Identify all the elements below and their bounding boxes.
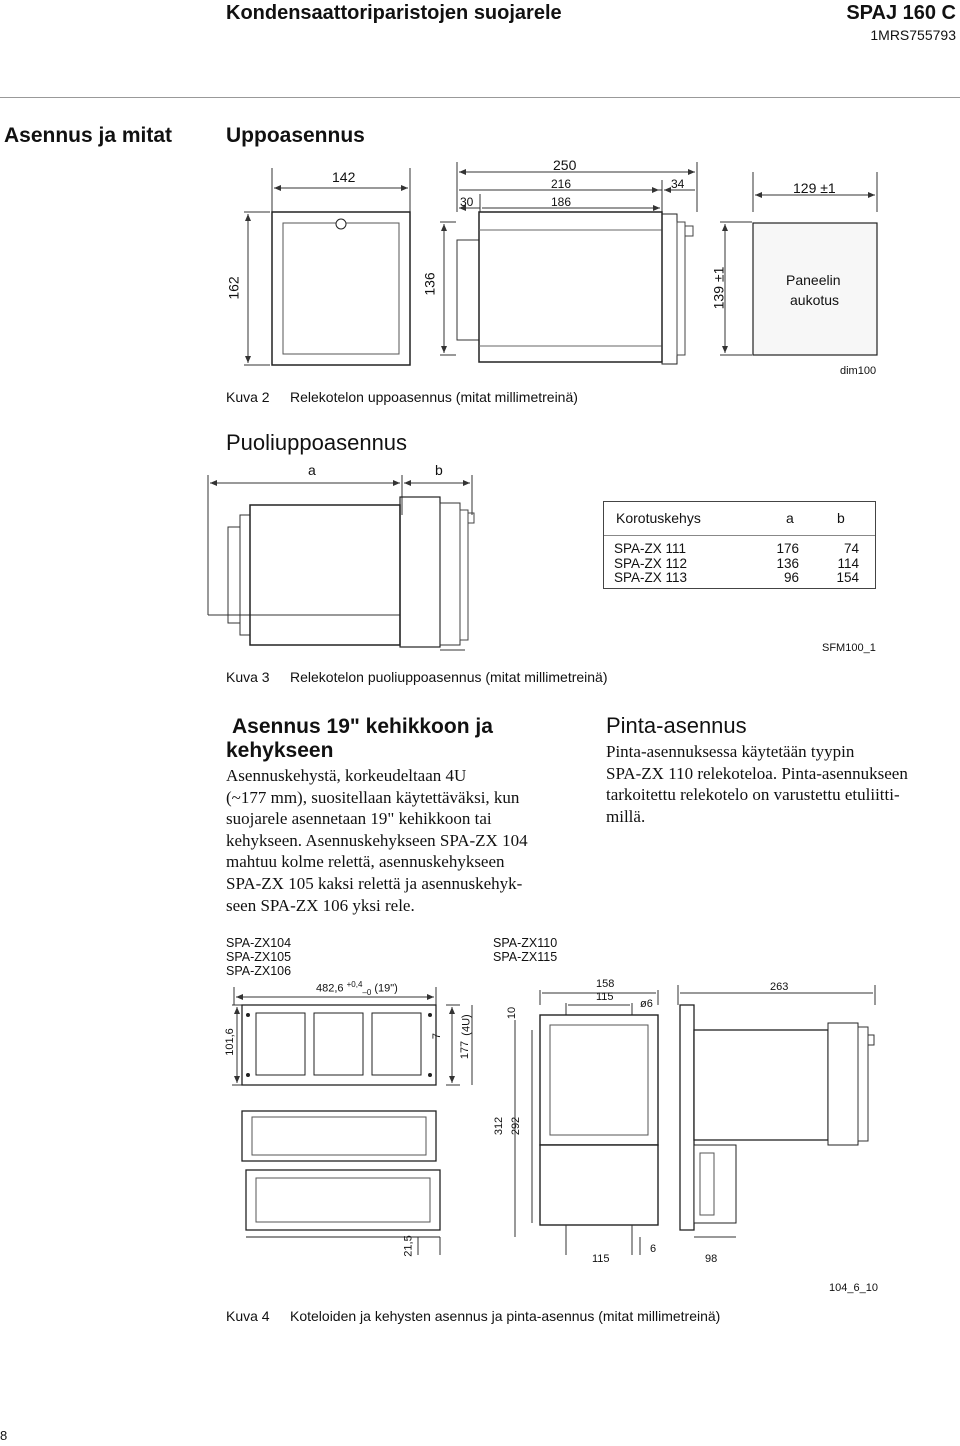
figure3-caption: Relekotelon puoliuppoasennus (mitat millimetreinä)	[290, 669, 608, 685]
rack-paragraph	[226, 765, 586, 916]
dim-292: 292	[510, 1116, 523, 1136]
document-title: Kondensaattoriparistojen suojarele	[226, 2, 562, 24]
table-header-a: a	[786, 510, 794, 526]
tol-plus: +0,4	[346, 980, 363, 989]
table-col-a	[764, 542, 799, 586]
table-cell: SPA-ZX 111	[614, 541, 687, 556]
table-cell: 74	[843, 541, 859, 556]
dim-1016: 101,6	[223, 1028, 236, 1056]
model-label: SPA-ZX105	[226, 950, 292, 964]
figure4-caption: Koteloiden ja kehysten asennus ja pinta-asennus (mitat millimetreinä)	[290, 1308, 721, 1324]
dim-263: 263	[770, 981, 789, 993]
surface-models	[493, 936, 557, 964]
dim-4u: (4U)	[460, 1014, 473, 1036]
frame-table	[603, 501, 876, 589]
model-label: SPA-ZX115	[493, 950, 558, 964]
rack-line: kehykseen. Asennuskehykseen SPA-ZX 104	[226, 830, 528, 850]
header-divider	[0, 97, 960, 98]
surface-line: millä.	[606, 806, 646, 826]
table-cell: 114	[837, 555, 859, 571]
table-cell: 136	[776, 555, 799, 571]
surface-line: Pinta-asennuksessa käytetään tyypin	[606, 742, 855, 761]
dim-142: 142	[332, 169, 356, 185]
dim-312: 312	[493, 1116, 506, 1136]
dim-139: 139 ±1	[710, 266, 727, 310]
dim-a: a	[308, 462, 316, 478]
rack-models	[226, 936, 291, 978]
dim-158: 158	[596, 978, 615, 990]
dim-6: 6	[650, 1243, 657, 1255]
dim-tol-plus	[316, 980, 398, 997]
table-header-b: b	[837, 510, 845, 526]
rack-line: Asennuskehystä, korkeudeltaan 4U	[226, 766, 467, 785]
table-cell: 96	[783, 570, 799, 585]
dim-98: 98	[705, 1253, 718, 1265]
tol-minus: –0	[362, 987, 372, 997]
rack-heading-line1: Asennus 19" kehikkoon ja	[232, 715, 493, 738]
model-label: SPA-ZX106	[226, 964, 292, 978]
rack-line: seen SPA-ZX 106 yksi rele.	[226, 895, 415, 915]
table-cell: SPA-ZX 113	[614, 570, 688, 585]
product-code: SPAJ 160 C	[846, 2, 956, 24]
rack-heading-line2: kehykseen	[226, 739, 334, 762]
dim-215: 21,5	[402, 1235, 415, 1257]
dim-diameter-6: ø6	[640, 998, 653, 1010]
table-col-b	[819, 542, 859, 586]
dim-136: 136	[421, 272, 438, 296]
figure4-number: Kuva 4	[226, 1308, 270, 1324]
cutout-label-2: aukotus	[790, 292, 840, 308]
table-divider	[604, 535, 875, 536]
table-cell: 176	[776, 541, 799, 556]
dim-115-top: 115	[596, 991, 614, 1003]
surface-line: SPA-ZX 110 relekoteloa. Pinta-asennukseen	[606, 763, 908, 783]
figure-code-sfm: SFM100_1	[822, 642, 876, 654]
dim-b: b	[435, 462, 443, 478]
figure3-number: Kuva 3	[226, 669, 270, 685]
surface-line: tarkoitettu relekotelo on varustettu etuliitti-	[606, 785, 900, 805]
table-header-frame: Korotuskehys	[616, 510, 701, 526]
dim-4826: 482,6	[316, 982, 344, 995]
figure-code-dim100: dim100	[840, 365, 877, 377]
dim-162: 162	[225, 276, 242, 300]
table-col-frame	[614, 542, 687, 586]
figure2-number: Kuva 2	[226, 389, 270, 405]
figure2-caption: Relekotelon uppoasennus (mitat millimetreinä)	[290, 389, 578, 405]
dim-129: 129 ±1	[793, 180, 836, 196]
table-cell: SPA-ZX 112	[614, 555, 688, 571]
dim-216: 216	[551, 177, 572, 191]
cutout-label-1: Paneelin	[786, 272, 841, 288]
dim-10: 10	[506, 1006, 519, 1020]
rack-line: SPA-ZX 105 kaksi relettä ja asennuskehyk-	[226, 873, 523, 893]
rack-line: mahtuu kolme relettä, asennuskehykseen	[226, 852, 505, 872]
side-heading: Asennus ja mitat	[4, 124, 173, 147]
model-label: SPA-ZX104	[226, 936, 292, 950]
rack-surface-drawing	[0, 975, 960, 1285]
section-title-semi-flush: Puoliuppoasennus	[226, 430, 408, 455]
dim-inch: (19")	[374, 982, 398, 995]
rack-heading	[232, 715, 493, 739]
rack-line: (~177 mm), suositellaan käytettäväksi, kun	[226, 787, 520, 807]
dim-30: 30	[460, 195, 474, 209]
page-number: 8	[0, 1428, 8, 1443]
figure-code-104: 104_6_10	[829, 1282, 878, 1294]
surface-paragraph	[606, 741, 956, 827]
dim-177: 177	[459, 1040, 472, 1060]
dim-7: 7	[431, 1032, 444, 1040]
dim-186: 186	[551, 195, 572, 209]
dim-115-bottom: 115	[592, 1253, 610, 1265]
rack-line: suojarele asennetaan 19" kehikkoon tai	[226, 809, 492, 829]
dim-250: 250	[553, 157, 577, 173]
model-label: SPA-ZX110	[493, 936, 558, 950]
document-id: 1MRS755793	[870, 27, 956, 43]
section-title-flush: Uppoasennus	[226, 124, 365, 147]
table-cell: 154	[836, 570, 859, 585]
surface-heading: Pinta-asennus	[606, 713, 747, 738]
dim-34: 34	[671, 177, 685, 191]
